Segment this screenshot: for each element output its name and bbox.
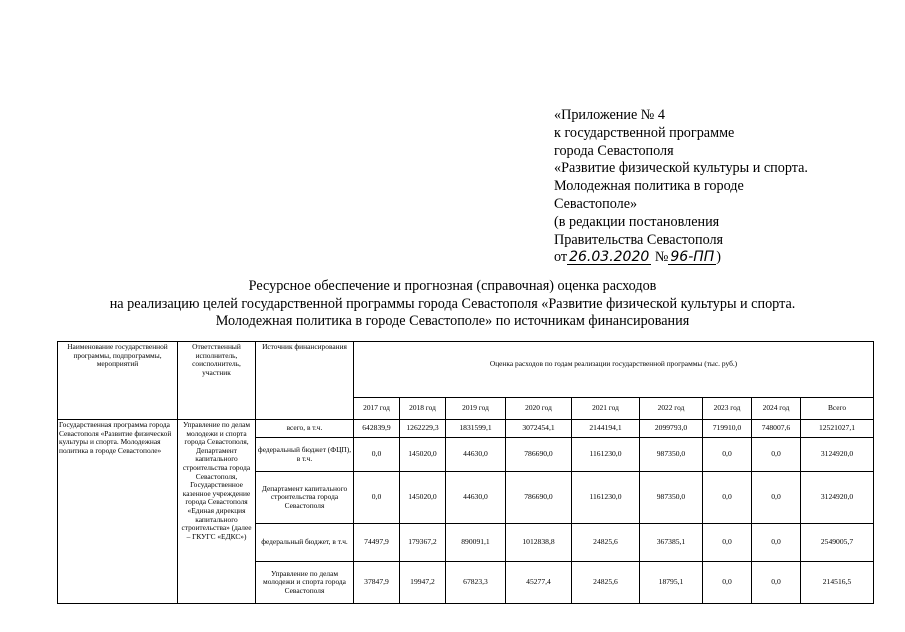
resource-table	[57, 341, 874, 604]
appendix-line: Молодежная политика в городе	[554, 178, 744, 195]
handwritten-date: 26.03.2020	[569, 249, 650, 266]
from-label: от	[554, 249, 568, 266]
value-cell: 1012838,8	[506, 524, 572, 562]
value-cell: 748007,6	[752, 420, 801, 438]
value-cell: 0,0	[354, 472, 400, 524]
header-source: Источник финансирования	[256, 342, 354, 420]
value-cell: 2099793,0	[640, 420, 703, 438]
source-cell: всего, в т.ч.	[256, 420, 354, 438]
year-header: 2022 год	[640, 398, 703, 420]
value-cell: 367385,1	[640, 524, 703, 562]
value-cell: 0,0	[703, 472, 752, 524]
title-line: Ресурсное обеспечение и прогнозная (справочная) оценка расходов	[248, 278, 657, 294]
year-header: 2020 год	[506, 398, 572, 420]
value-cell: 987350,0	[640, 472, 703, 524]
title-line: Молодежная политика в городе Севастополе» по источникам финансирования	[215, 313, 690, 330]
value-cell: 24825,6	[572, 524, 640, 562]
value-cell: 3124920,0	[801, 472, 874, 524]
value-cell: 987350,0	[640, 438, 703, 472]
appendix-line: (в редакции постановления	[554, 213, 720, 230]
number-label: №	[654, 249, 669, 266]
value-cell: 1831599,1	[446, 420, 506, 438]
value-cell: 214516,5	[801, 562, 874, 604]
value-cell: 24825,6	[572, 562, 640, 604]
appendix-date-line	[554, 249, 808, 267]
value-cell: 0,0	[752, 438, 801, 472]
appendix-line: к государственной программе	[554, 124, 735, 141]
appendix-line: Севастополе»	[554, 195, 638, 212]
appendix-line: Правительства Севастополя	[554, 231, 724, 248]
title-line: на реализацию целей государственной программы города Севастополя «Развитие физической культуры и спорта.	[109, 295, 796, 312]
year-header: Всего	[801, 398, 874, 420]
document-title	[0, 278, 905, 331]
source-cell: Департамент капитального строительства города Севастополя	[256, 472, 354, 524]
value-cell: 3124920,0	[801, 438, 874, 472]
year-header: 2023 год	[703, 398, 752, 420]
value-cell: 786690,0	[506, 438, 572, 472]
source-cell: федеральный бюджет, в т.ч.	[256, 524, 354, 562]
appendix-line: города Севастополя	[554, 142, 674, 159]
source-cell: Управление по делам молодежи и спорта города Севастополя	[256, 562, 354, 604]
appendix-line: «Развитие физической культуры и спорта.	[554, 160, 808, 177]
appendix-block	[554, 107, 808, 267]
value-cell: 18795,1	[640, 562, 703, 604]
closing-paren: )	[716, 249, 722, 266]
value-cell: 74497,9	[354, 524, 400, 562]
year-header: 2019 год	[446, 398, 506, 420]
value-cell: 1262229,3	[400, 420, 446, 438]
value-cell: 0,0	[703, 562, 752, 604]
value-cell: 0,0	[354, 438, 400, 472]
value-cell: 642839,9	[354, 420, 400, 438]
value-cell: 145020,0	[400, 438, 446, 472]
header-name: Наименование государственной программы, подпрограммы, мероприятий	[58, 342, 178, 420]
value-cell: 145020,0	[400, 472, 446, 524]
value-cell: 67823,3	[446, 562, 506, 604]
value-cell: 0,0	[752, 524, 801, 562]
header-estimate: Оценка расходов по годам реализации государственной программы (тыс. руб.)	[354, 342, 874, 398]
value-cell: 0,0	[752, 472, 801, 524]
value-cell: 44630,0	[446, 472, 506, 524]
value-cell: 0,0	[752, 562, 801, 604]
value-cell: 2144194,1	[572, 420, 640, 438]
executor-cell: Управление по делам молодежи и спорта города Севастополя, Департамент капитального строительства города Севастополя, Государственное казенное учреждение города Севастополя «Единая дирекция капитального строительства» (далее – ГКУГС «ЕДКС»)	[178, 420, 256, 604]
year-header: 2024 год	[752, 398, 801, 420]
source-cell: федеральный бюджет (ФЦП), в т.ч.	[256, 438, 354, 472]
value-cell: 2549005,7	[801, 524, 874, 562]
value-cell: 37847,9	[354, 562, 400, 604]
value-cell: 719910,0	[703, 420, 752, 438]
value-cell: 44630,0	[446, 438, 506, 472]
value-cell: 19947,2	[400, 562, 446, 604]
value-cell: 0,0	[703, 524, 752, 562]
appendix-line: «Приложение № 4	[554, 107, 665, 123]
value-cell: 0,0	[703, 438, 752, 472]
value-cell: 890091,1	[446, 524, 506, 562]
handwritten-number: 96-ПП	[670, 249, 715, 266]
header-row	[58, 342, 874, 398]
program-name-cell: Государственная программа города Севастополя «Развитие физической культуры и спорта. Молодежная политика в городе Севастополе»	[58, 420, 178, 604]
value-cell: 179367,2	[400, 524, 446, 562]
value-cell: 45277,4	[506, 562, 572, 604]
value-cell: 1161230,0	[572, 438, 640, 472]
table-row	[58, 420, 874, 438]
value-cell: 12521027,1	[801, 420, 874, 438]
year-header: 2021 год	[572, 398, 640, 420]
year-header: 2018 год	[400, 398, 446, 420]
year-header: 2017 год	[354, 398, 400, 420]
value-cell: 786690,0	[506, 472, 572, 524]
value-cell: 1161230,0	[572, 472, 640, 524]
value-cell: 3072454,1	[506, 420, 572, 438]
header-executor: Ответственный исполнитель, соисполнитель, участник	[178, 342, 256, 420]
